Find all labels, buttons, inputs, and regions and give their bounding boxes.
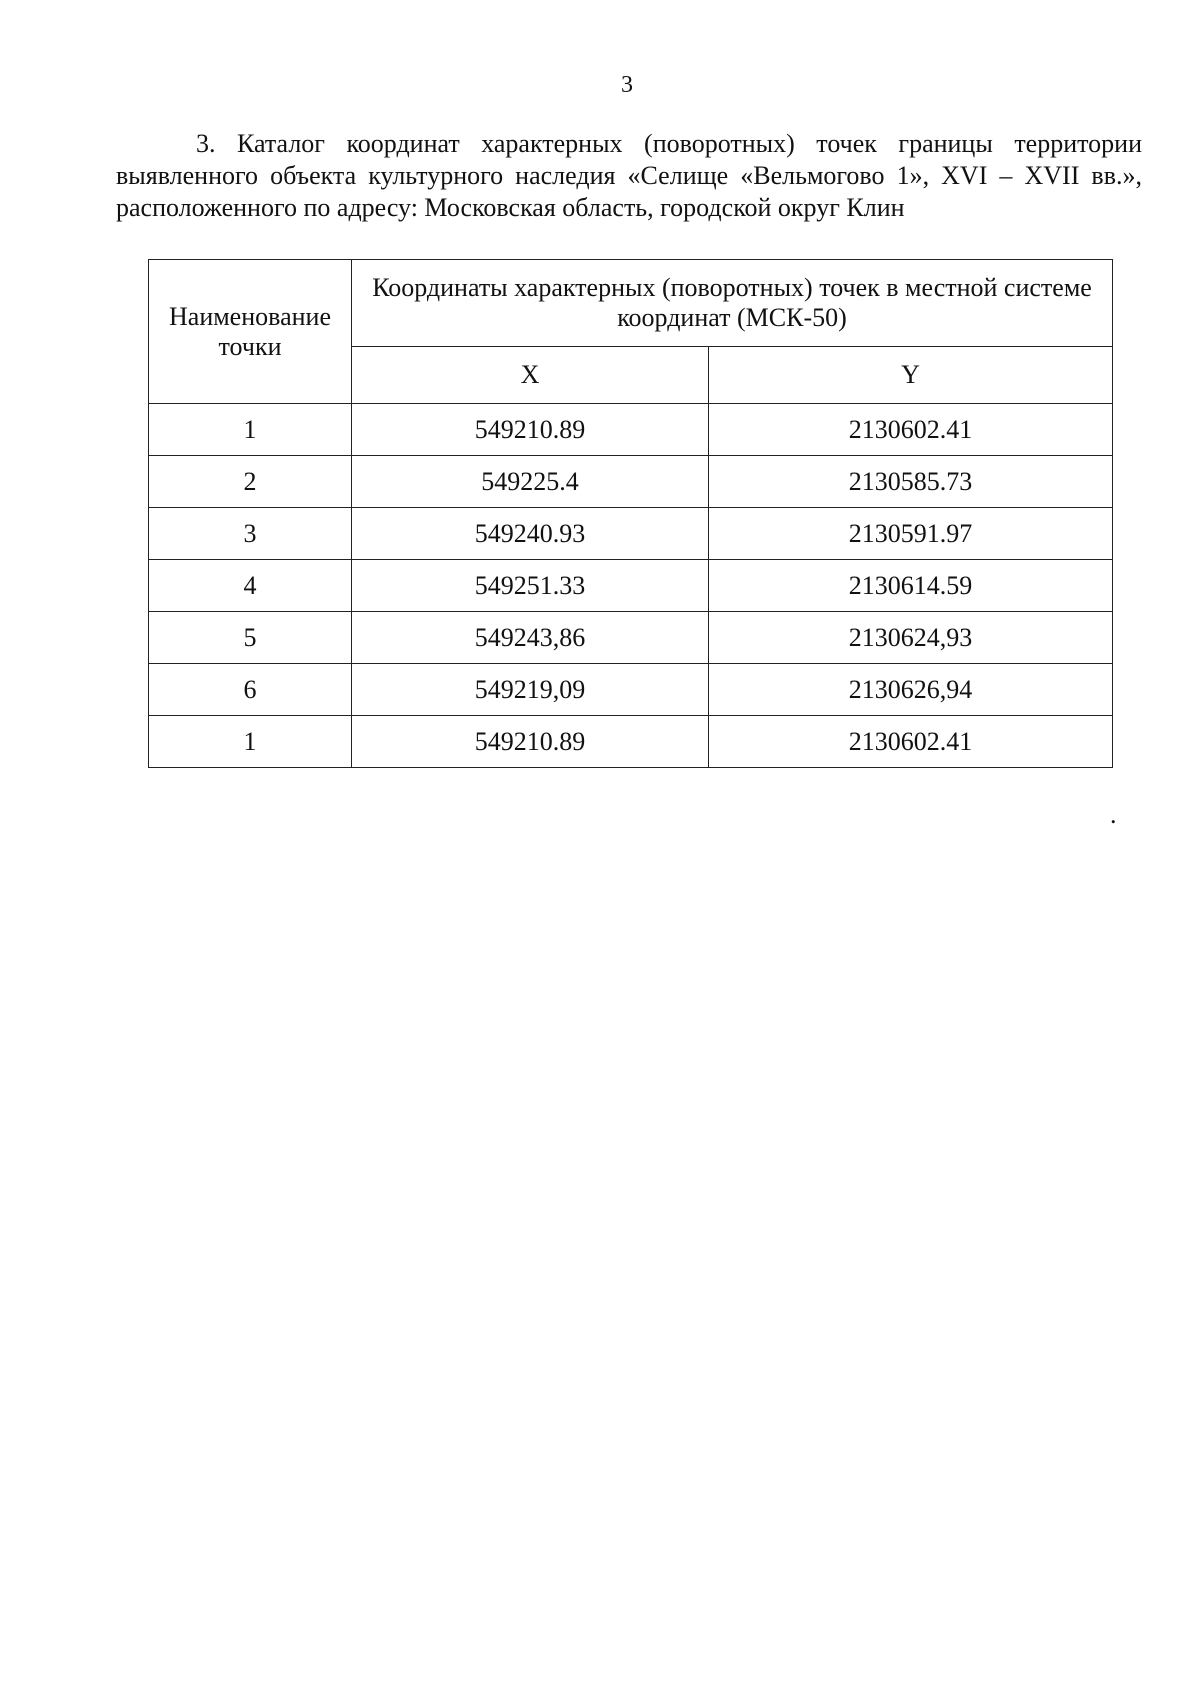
cell-x: 549210.89 <box>352 716 709 768</box>
cell-y: 2130585.73 <box>709 456 1113 508</box>
table-row <box>149 456 1113 508</box>
intro-paragraph: 3. Каталог координат характерных (поворотных) точек границы территории выявленного объекта культурного наследия «Селище «Вельмогово 1», XVI – XVII вв.», расположенного по адресу: Московская область, городской округ Клин <box>116 129 1142 222</box>
cell-y: 2130626,94 <box>709 664 1113 716</box>
table-row <box>149 508 1113 560</box>
header-x: X <box>352 347 709 404</box>
coordinates-table <box>148 259 1113 768</box>
cell-point-name: 5 <box>149 612 352 664</box>
header-y: Y <box>709 347 1113 404</box>
cell-y: 2130602.41 <box>709 716 1113 768</box>
table-row <box>149 664 1113 716</box>
page-number: 3 <box>621 72 633 98</box>
cell-point-name: 3 <box>149 508 352 560</box>
table-row <box>149 716 1113 768</box>
cell-x: 549243,86 <box>352 612 709 664</box>
cell-x: 549225.4 <box>352 456 709 508</box>
cell-point-name: 6 <box>149 664 352 716</box>
cell-x: 549219,09 <box>352 664 709 716</box>
cell-x: 549210.89 <box>352 404 709 456</box>
header-point-name: Наименование точки <box>149 260 352 404</box>
table-row <box>149 560 1113 612</box>
cell-y: 2130591.97 <box>709 508 1113 560</box>
cell-y: 2130602.41 <box>709 404 1113 456</box>
trailing-mark: . <box>1110 800 1117 829</box>
cell-point-name: 2 <box>149 456 352 508</box>
cell-y: 2130624,93 <box>709 612 1113 664</box>
cell-x: 549251.33 <box>352 560 709 612</box>
header-coordinates: Координаты характерных (поворотных) точек в местной системе координат (МСК-50) <box>352 260 1113 347</box>
cell-point-name: 4 <box>149 560 352 612</box>
cell-x: 549240.93 <box>352 508 709 560</box>
cell-y: 2130614.59 <box>709 560 1113 612</box>
table-row <box>149 404 1113 456</box>
cell-point-name: 1 <box>149 716 352 768</box>
cell-point-name: 1 <box>149 404 352 456</box>
table-row <box>149 612 1113 664</box>
